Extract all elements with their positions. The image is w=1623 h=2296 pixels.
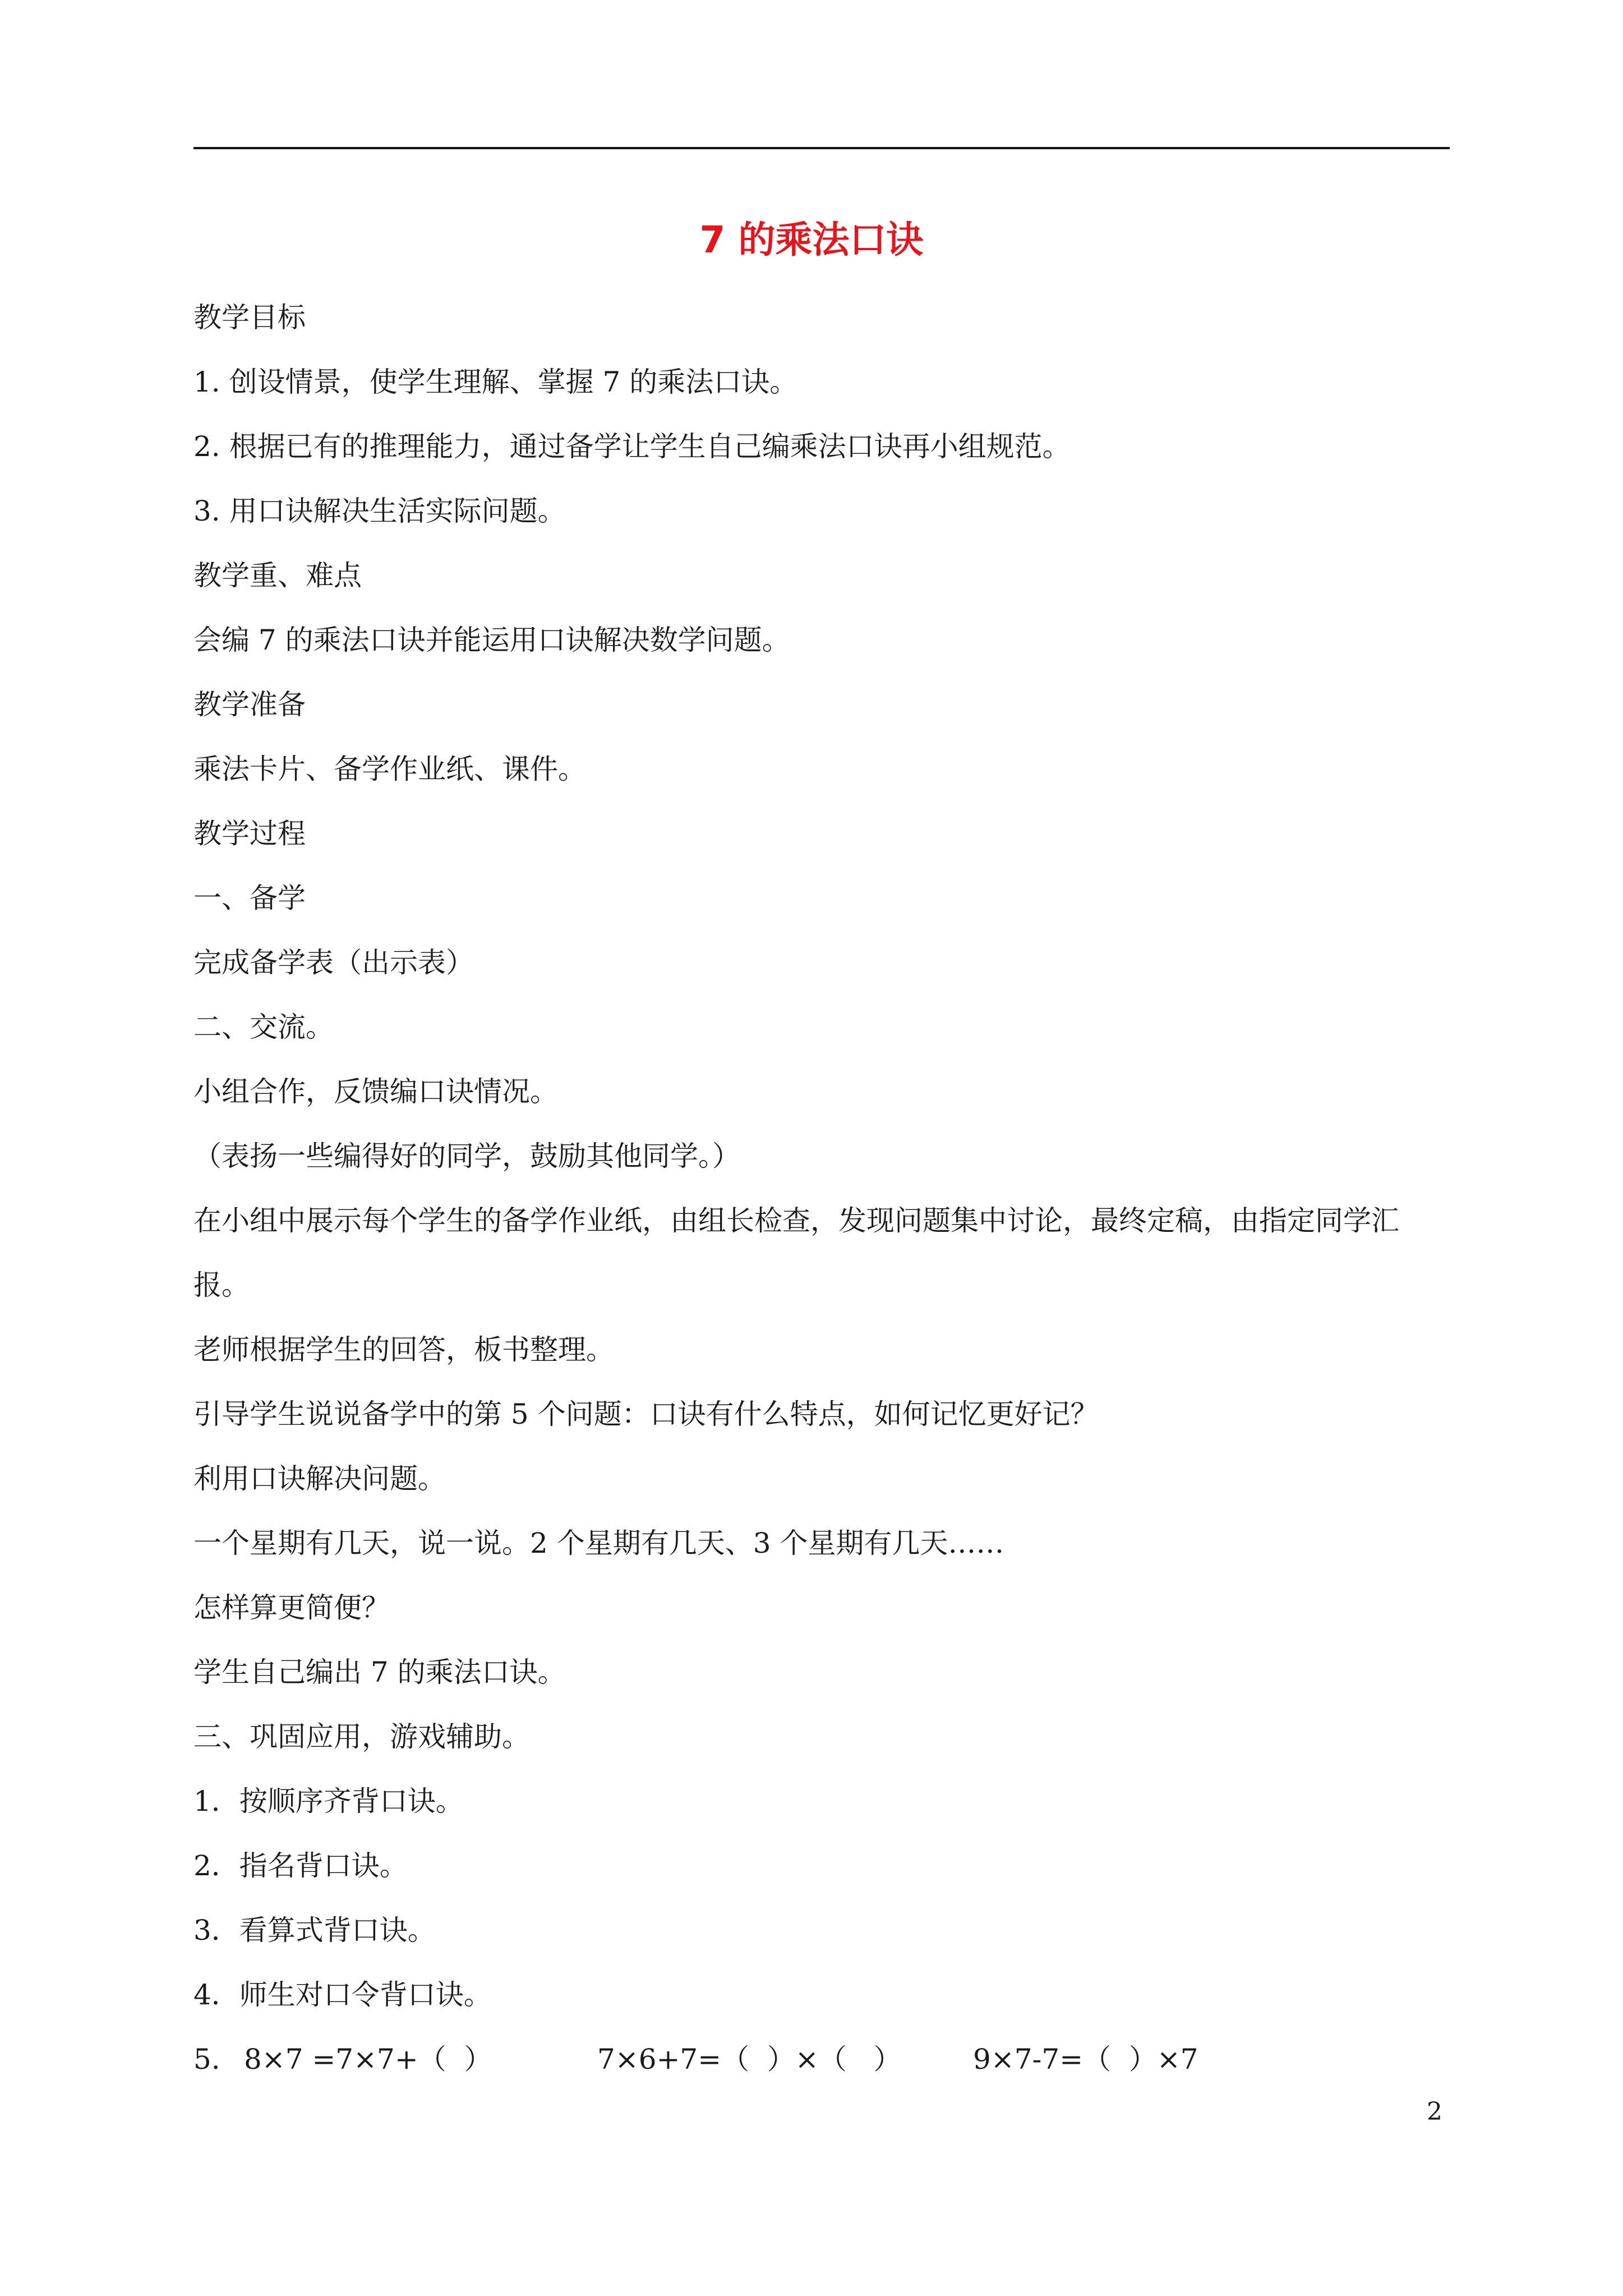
document-title: 7 的乘法口诀 [699, 218, 924, 261]
list-item: 1．按顺序齐背口诀。 [193, 1785, 464, 1818]
paragraph: 怎样算更简便？ [193, 1591, 390, 1624]
paragraph: 老师根据学生的回答，板书整理。 [193, 1333, 614, 1366]
exercise-row [193, 2027, 1450, 2092]
heading-process: 教学过程 [193, 817, 306, 850]
paragraph: （表扬一些编得好的同学，鼓励其他同学。） [193, 1140, 740, 1172]
exercise-formula-1: 8×7 =7×7+（ ） [244, 2043, 492, 2076]
objective-3: 3. 用口诀解决生活实际问题。 [193, 495, 566, 527]
exercise-number: 5. [193, 2043, 220, 2076]
page-number: 2 [1427, 2097, 1442, 2126]
header-rule [193, 147, 1450, 149]
list-item: 3．看算式背口诀。 [193, 1914, 436, 1947]
list-item: 2．指名背口诀。 [193, 1849, 408, 1882]
heading-preparation: 教学准备 [193, 688, 306, 721]
section-1-heading: 一、备学 [193, 882, 306, 914]
paragraph: 小组合作，反馈编口诀情况。 [193, 1075, 558, 1108]
section-3-heading: 三、巩固应用，游戏辅助。 [193, 1720, 530, 1753]
paragraph: 引导学生说说备学中的第 5 个问题：口诀有什么特点，如何记忆更好记？ [193, 1398, 1099, 1430]
heading-key-points: 教学重、难点 [193, 559, 362, 592]
section-2-heading: 二、交流。 [193, 1011, 334, 1043]
objective-1: 1. 创设情景，使学生理解、掌握 7 的乘法口诀。 [193, 366, 798, 398]
list-item: 4．师生对口令背口诀。 [193, 1978, 492, 2011]
key-points-text: 会编 7 的乘法口诀并能运用口诀解决数学问题。 [193, 624, 790, 656]
objective-2: 2. 根据已有的推理能力，通过备学让学生自己编乘法口诀再小组规范。 [193, 430, 1071, 463]
paragraph: 利用口诀解决问题。 [193, 1462, 446, 1495]
exercise-formula-3: 9×7-7=（ ）×7 [973, 2043, 1198, 2076]
paragraph: 完成备学表（出示表） [193, 946, 474, 979]
paragraph: 一个星期有几天，说一说。2 个星期有几天、3 个星期有几天…… [193, 1527, 1004, 1559]
heading-objectives: 教学目标 [193, 301, 306, 334]
exercise-formula-2: 7×6+7=（ ）×（ ） [597, 2043, 902, 2076]
preparation-text: 乘法卡片、备学作业纸、课件。 [193, 753, 586, 785]
paragraph: 在小组中展示每个学生的备学作业纸，由组长检查，发现问题集中讨论，最终定稿，由指定同学汇报。 [193, 1204, 1399, 1301]
document-body [193, 286, 1450, 2092]
paragraph: 学生自己编出 7 的乘法口诀。 [193, 1656, 566, 1688]
